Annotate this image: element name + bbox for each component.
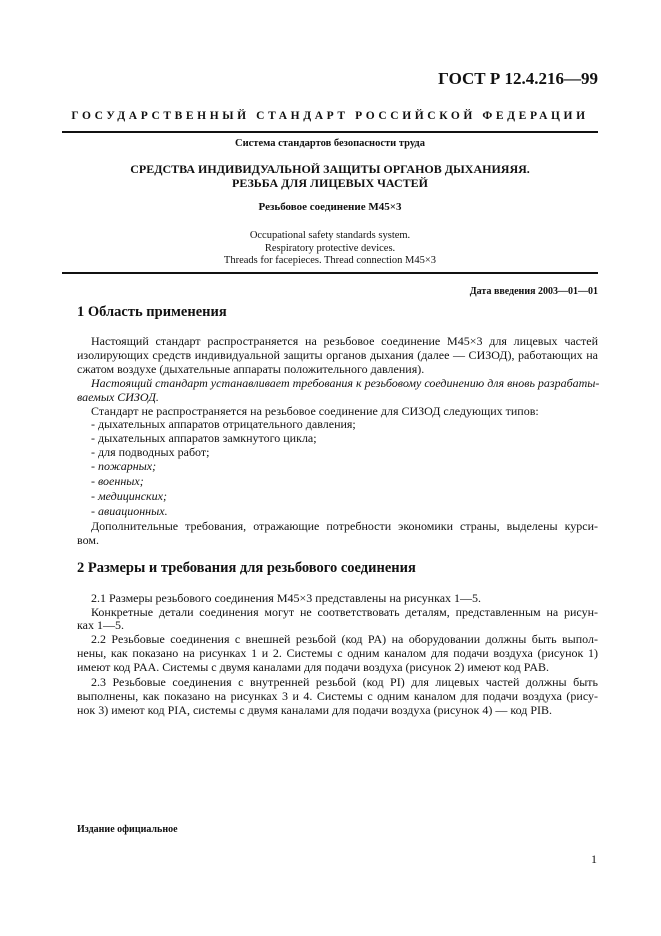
text-line: изолирующих средств индивидуальной защиты органов дыхания (далее — СИЗОД), работающих на	[77, 348, 598, 362]
subtitle: Резьбовое соединение М45×3	[258, 201, 402, 213]
list-item: - дыхательных аппаратов замкнутого цикла;	[91, 431, 317, 445]
list-item: - военных;	[91, 474, 144, 488]
page-number: 1	[591, 852, 597, 866]
text-line: нены, как показано на рисунках 1 и 2. Системы с одним каналом для подачи воздуха (рисунок 1)	[77, 646, 598, 660]
text-line: Настоящий стандарт устанавливает требования к резьбовому соединению для вновь разрабаты-	[91, 376, 600, 390]
text-line: имеют код PAA. Системы с двумя каналами для подачи воздуха (рисунок 2) имеют код PAB.	[77, 660, 549, 674]
section-1-heading: 1 Область применения	[77, 304, 227, 320]
text-line: выполнены, как показано на рисунках 3 и 4. Системы с одним каналом для подачи воздуха (рису-	[77, 689, 598, 703]
text-line: Дополнительные требования, отражающие потребности экономики страны, выделены курси-	[91, 519, 598, 533]
standard-code: ГОСТ Р 12.4.216—99	[438, 69, 598, 88]
section-2-heading: 2 Размеры и требования для резьбового соединения	[77, 560, 416, 576]
banner: ГОСУДАРСТВЕННЫЙ СТАНДАРТ РОССИЙСКОЙ ФЕДЕРАЦИИ	[71, 110, 589, 122]
list-item: - медицинских;	[91, 489, 167, 503]
english-title-3: Threads for facepieces. Thread connection M45×3	[223, 255, 437, 266]
text-line: сжатом воздухе (дыхательные аппараты положительного давления).	[77, 362, 425, 376]
list-item: - авиационных.	[91, 504, 168, 518]
divider	[62, 131, 598, 133]
text-line: 2.3 Резьбовые соединения с внутренней резьбой (код PI) для лицевых частей должны быть	[91, 675, 598, 689]
text-line: Стандарт не распространяется на резьбовое соединение для СИЗОД следующих типов:	[91, 404, 539, 418]
text-line: Настоящий стандарт распространяется на резьбовое соединение М45×3 для лицевых частей	[91, 334, 598, 348]
effective-date: Дата введения 2003—01—01	[469, 286, 598, 297]
english-title-1: Occupational safety standards system.	[249, 230, 411, 241]
system-title: Система стандартов безопасности труда	[235, 138, 425, 149]
english-title-2: Respiratory protective devices.	[264, 243, 396, 254]
main-title-2: РЕЗЬБА ДЛЯ ЛИЦЕВЫХ ЧАСТЕЙ	[231, 176, 428, 190]
text-line: вом.	[77, 533, 99, 547]
list-item: - дыхательных аппаратов отрицательного давления;	[91, 417, 356, 431]
text-line: 2.2 Резьбовые соединения с внешней резьбой (код PA) на оборудовании должны быть выпол-	[91, 632, 598, 646]
text-line: нок 3) имеют код PIA, системы с двумя каналами для подачи воздуха (рисунок 4) — код PIB.	[77, 703, 553, 717]
edition-note: Издание официальное	[77, 824, 178, 835]
text-line: 2.1 Размеры резьбового соединения М45×3 представлены на рисунках 1—5.	[91, 591, 482, 605]
main-title-1: СРЕДСТВА ИНДИВИДУАЛЬНОЙ ЗАЩИТЫ ОРГАНОВ ДЫХАНИЯЯЯ.	[130, 162, 530, 176]
text-line: ваемых СИЗОД.	[77, 390, 159, 404]
list-item: - пожарных;	[91, 459, 157, 473]
list-item: - для подводных работ;	[91, 445, 210, 459]
divider	[62, 272, 598, 274]
text-line: Конкретные детали соединения могут не соответствовать деталям, представленным на рисун-	[91, 605, 598, 619]
text-line: ках 1—5.	[77, 618, 124, 632]
